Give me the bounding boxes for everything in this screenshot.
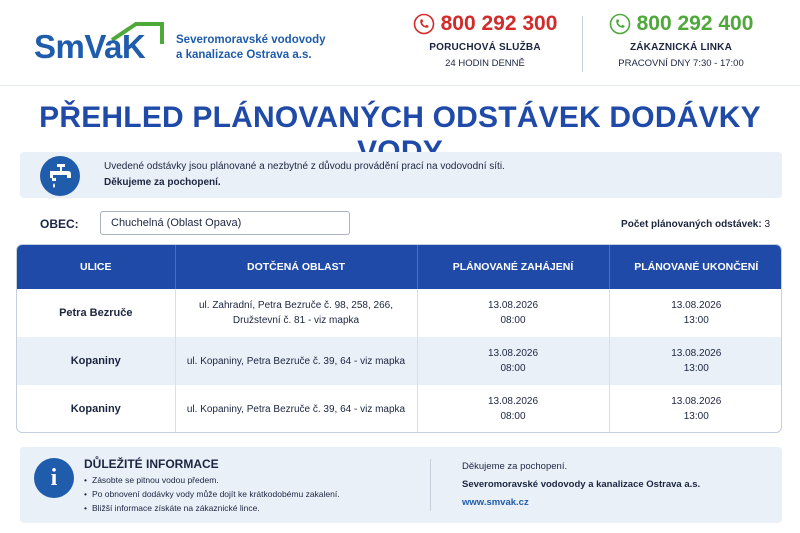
- company-name: [176, 33, 326, 63]
- cell-end: [609, 337, 782, 385]
- info-icon: i: [34, 458, 74, 498]
- footer-company: Severomoravské vodovody a kanalizace Ostrava a.s.: [462, 479, 701, 490]
- outage-count-label: Počet plánovaných odstávek:: [621, 219, 762, 230]
- cell-start: [417, 289, 609, 337]
- info-text: Uvedené odstávky jsou plánované a nezbytné z důvodu provádění prací na vodovodní síti.: [104, 161, 505, 172]
- emergency-phone-number[interactable]: 800 292 300: [440, 12, 558, 35]
- page-header: [0, 0, 800, 86]
- cell-start-time: 08:00: [500, 315, 526, 326]
- col-header-street: ULICE: [17, 245, 175, 289]
- cell-street: Kopaniny: [17, 385, 175, 433]
- emergency-phone-hours: 24 HODIN DENNĚ: [445, 58, 525, 69]
- cell-area: [175, 385, 417, 433]
- company-name-line1: Severomoravské vodovody: [176, 34, 326, 46]
- cell-end-date: 13.08.2026: [671, 396, 722, 407]
- customer-phone-label: ZÁKAZNICKÁ LINKA: [629, 42, 733, 53]
- footer-thanks: Děkujeme za pochopení.: [462, 461, 568, 472]
- phone-icon: [413, 13, 435, 35]
- logo-text: SmVaK: [34, 28, 146, 65]
- important-info-list: [84, 473, 340, 515]
- emergency-phone-label: PORUCHOVÁ SLUŽBA: [429, 42, 541, 53]
- phone-icon: [609, 13, 631, 35]
- cell-start: [417, 337, 609, 385]
- outage-count-value: 3: [764, 219, 770, 230]
- cell-start-date: 13.08.2026: [487, 396, 539, 407]
- cell-end-time: 13:00: [683, 363, 709, 374]
- cell-start-time: 08:00: [500, 411, 526, 422]
- list-item: • Bližší informace získáte na zákaznické lince.: [84, 501, 340, 515]
- website-link[interactable]: www.smvak.cz: [462, 497, 529, 508]
- cell-end-time: 13:00: [683, 411, 709, 422]
- cell-end-date: 13.08.2026: [671, 348, 722, 359]
- table-row: [17, 385, 782, 433]
- table-row: [17, 289, 782, 337]
- info-banner: [20, 152, 782, 198]
- cell-area: [175, 289, 417, 337]
- cell-start-date: 13.08.2026: [487, 300, 539, 311]
- cell-area-link[interactable]: ul. Kopaniny, Petra Bezruče č. 39, 64 - viz mapka: [186, 355, 406, 367]
- important-info-title: DŮLEŽITÉ INFORMACE: [84, 457, 219, 471]
- list-item: • Po obnovení dodávky vody může dojít ke krátkodobému zakalení.: [84, 487, 340, 501]
- cell-start-date: 13.08.2026: [487, 348, 539, 359]
- cell-start: [417, 385, 609, 433]
- company-name-line2: a kanalizace Ostrava a.s.: [176, 49, 312, 61]
- cell-end-date: 13.08.2026: [671, 300, 722, 311]
- cell-end-time: 13:00: [683, 315, 709, 326]
- col-header-area: DOTČENÁ OBLAST: [175, 245, 417, 289]
- emergency-phone[interactable]: [400, 12, 570, 69]
- obec-select[interactable]: Chuchelná (Oblast Opava): [100, 211, 350, 235]
- cell-area-link[interactable]: ul. Kopaniny, Petra Bezruče č. 39, 64 - viz mapka: [186, 403, 406, 415]
- customer-phone-hours: PRACOVNÍ DNY 7:30 - 17:00: [618, 58, 744, 69]
- important-info-panel: [20, 447, 782, 523]
- cell-start-time: 08:00: [500, 363, 526, 374]
- water-tap-icon: [40, 156, 80, 196]
- customer-phone[interactable]: [596, 12, 766, 69]
- header-divider: [582, 16, 583, 72]
- cell-end: [609, 385, 782, 433]
- cell-street: Petra Bezruče: [17, 289, 175, 337]
- cell-end: [609, 289, 782, 337]
- table-row: [17, 337, 782, 385]
- smvak-logo[interactable]: [34, 18, 174, 66]
- outage-table: [16, 244, 782, 433]
- table-header-row: [17, 245, 782, 289]
- customer-phone-number[interactable]: 800 292 400: [636, 12, 754, 35]
- footer-divider: [430, 459, 431, 511]
- obec-label: OBEC:: [40, 217, 79, 231]
- cell-area: [175, 337, 417, 385]
- col-header-start: PLÁNOVANÉ ZAHÁJENÍ: [417, 245, 609, 289]
- col-header-end: PLÁNOVANÉ UKONČENÍ: [609, 245, 782, 289]
- cell-area-link[interactable]: Družstevní č. 81 - viz mapka: [232, 315, 360, 326]
- info-thanks: Děkujeme za pochopení.: [104, 177, 221, 188]
- list-item: • Zásobte se pitnou vodou předem.: [84, 473, 340, 487]
- cell-street: Kopaniny: [17, 337, 175, 385]
- outage-count: [560, 219, 770, 230]
- cell-area-line: ul. Zahradní, Petra Bezruče č. 98, 258, 266,: [198, 300, 393, 311]
- page-title: PŘEHLED PLÁNOVANÝCH ODSTÁVEK DODÁVKY: [39, 101, 761, 134]
